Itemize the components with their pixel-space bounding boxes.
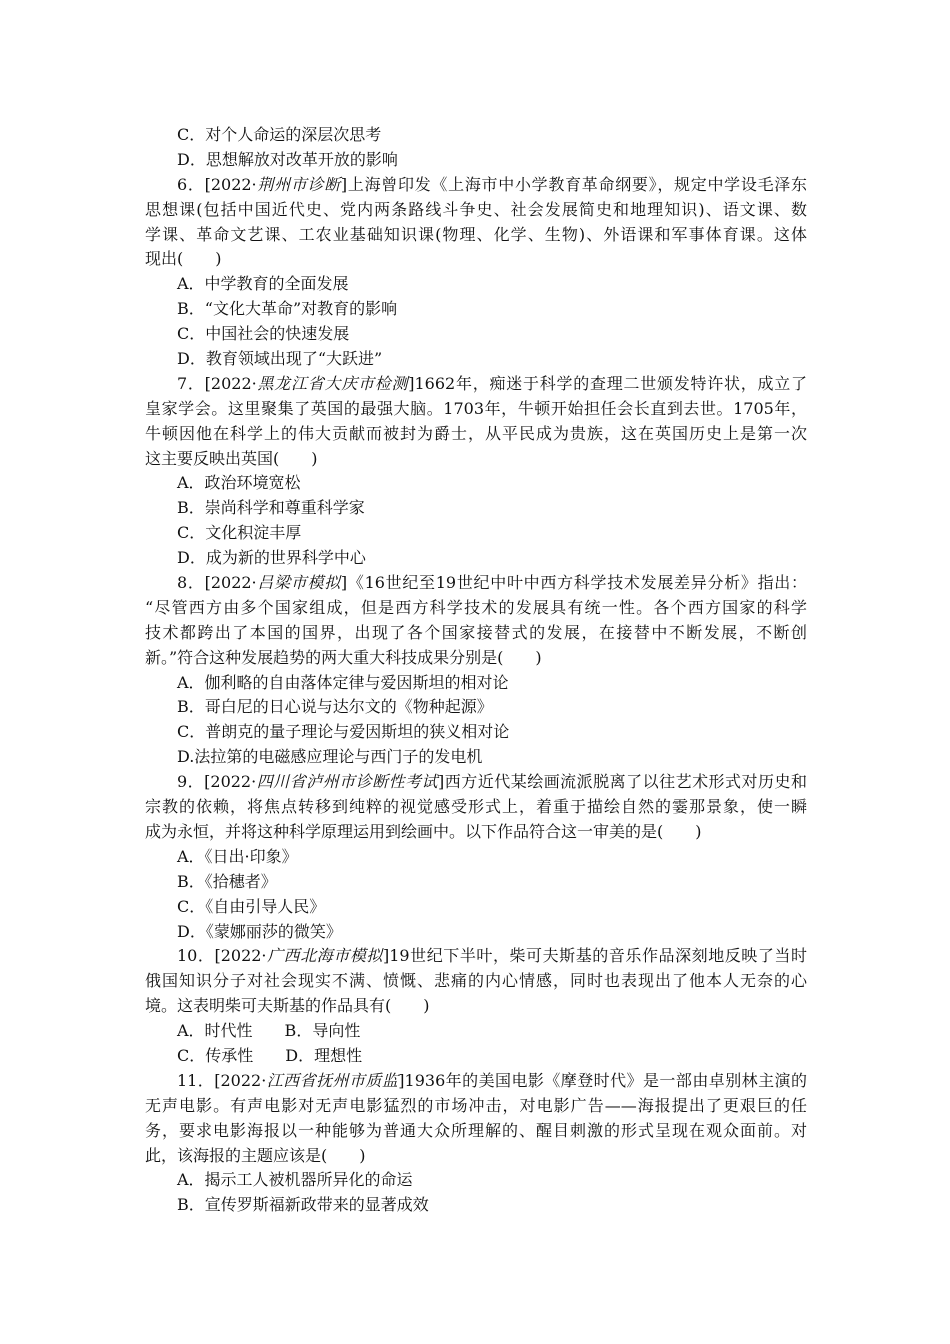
q9-number: 9．[2022· xyxy=(177,772,257,792)
q11-stem-text: ]1936年的美国电影《摩登时代》是一部由卓别林主演的 xyxy=(398,1070,807,1090)
q7-stem-line-3: 牛顿因他在科学上的伟大贡献而被封为爵士，从平民成为贵族，这在英国历史上是第一次 xyxy=(145,423,807,443)
q7-option-c: C．文化积淀丰厚 xyxy=(177,523,302,543)
q7-stem-text: ]1662年，痴迷于科学的查理二世颁发特许状，成立了 xyxy=(408,373,807,393)
q6-stem-line-4: 现出( ) xyxy=(145,249,222,269)
q7-option-b: B．崇尚科学和尊重科学家 xyxy=(177,498,365,518)
q10-stem-line-3: 境。这表明柴可夫斯基的作品具有( ) xyxy=(145,996,430,1016)
q8-stem-line-3: 技术都跨出了本国的国界，出现了各个国家接替式的发展，在接替中不断发展，不断创 xyxy=(145,622,807,642)
q10-number: 10．[2022· xyxy=(177,946,267,966)
q7-stem-line-4: 这主要反映出英国( ) xyxy=(145,448,318,468)
q6-option-c: C．中国社会的快速发展 xyxy=(177,324,350,344)
q8-stem-line-4: 新。”符合这种发展趋势的两大重大科技成果分别是( ) xyxy=(145,647,542,667)
q11-option-a: A．揭示工人被机器所异化的命运 xyxy=(177,1170,413,1190)
q5-option-d: D．思想解放对改革开放的影响 xyxy=(177,149,398,169)
q8-source: 吕梁市模拟 xyxy=(256,573,341,593)
q9-stem-line-3: 成为永恒，并将这种科学原理运用到绘画中。以下作品符合这一审美的是( ) xyxy=(145,821,702,841)
q7-option-d: D．成为新的世界科学中心 xyxy=(177,548,366,568)
q8-stem-line-1 xyxy=(145,571,807,596)
q9-stem-text: ]西方近代某绘画流派脱离了以往艺术形式对历史和 xyxy=(438,772,807,792)
q6-stem-line-2: 思想课(包括中国近代史、党内两条路线斗争史、社会发展简史和地理知识)、语文课、数 xyxy=(145,199,807,219)
q10-stem-line-2: 俄国知识分子对社会现实不满、愤慨、悲痛的内心情感，同时也表现出了他本人无奈的心 xyxy=(145,971,807,991)
q5-option-c: C．对个人命运的深层次思考 xyxy=(177,125,382,144)
q6-number: 6．[2022· xyxy=(177,174,257,194)
q9-source: 四川省泸州市诊断性考试 xyxy=(256,772,439,792)
q11-number: 11．[2022· xyxy=(177,1070,267,1090)
q8-stem-line-2: “尽管西方由多个国家组成，但是西方科学技术的发展具有统一性。各个西方国家的科学 xyxy=(145,597,807,617)
q6-option-d: D．教育领域出现了“大跃进” xyxy=(177,349,383,369)
q11-source: 江西省抚州市质监 xyxy=(266,1070,399,1090)
q6-option-b: B．“文化大革命”对教育的影响 xyxy=(177,299,398,319)
q11-stem-line-2: 无声电影。有声电影对无声电影猛烈的市场冲击，对电影广告——海报提出了更艰巨的任 xyxy=(145,1095,807,1115)
q11-stem-line-4: 此，该海报的主题应该是( ) xyxy=(145,1145,366,1165)
q11-option-b: B．宣传罗斯福新政带来的显著成效 xyxy=(177,1195,429,1215)
q6-stem-text: ]上海曾印发《上海市中小学教育革命纲要》，规定中学设毛泽东 xyxy=(340,174,807,194)
q7-stem-line-2: 皇家学会。这里聚集了英国的最强大脑。1703年，牛顿开始担任会长直到去世。1705年， xyxy=(145,398,807,418)
q8-option-d: D.法拉第的电磁感应理论与西门子的发电机 xyxy=(177,747,483,767)
q7-source: 黑龙江省大庆市检测 xyxy=(256,373,409,393)
q6-option-a: A．中学教育的全面发展 xyxy=(177,274,349,294)
q9-stem-line-2: 宗教的依赖，将焦点转移到纯粹的视觉感受形式上，着重于描绘自然的霎那景象，使一瞬 xyxy=(145,797,807,817)
q10-options-cd: C．传承性 D．理想性 xyxy=(177,1045,363,1065)
q8-option-a: A．伽利略的自由落体定律与爱因斯坦的相对论 xyxy=(177,672,509,692)
q6-source: 荆州市诊断 xyxy=(256,174,341,194)
q8-number: 8．[2022· xyxy=(177,573,257,593)
q10-stem-line-1 xyxy=(145,944,807,969)
q8-option-c: C．普朗克的量子理论与爱因斯坦的狭义相对论 xyxy=(177,722,510,742)
q10-stem-text: ]19世纪下半叶，柴可夫斯基的音乐作品深刻地反映了当时 xyxy=(383,946,807,966)
q9-option-b: B．《拾穗者》 xyxy=(177,871,277,891)
q9-stem-line-1 xyxy=(145,770,807,795)
q9-option-c: C．《自由引导人民》 xyxy=(177,896,326,916)
q11-stem-line-3: 务，要求电影海报以一种能够为普通大众所理解的、醒目刺激的形式呈现在观众面前。对 xyxy=(145,1120,807,1140)
q10-options-ab: A．时代性 B．导向性 xyxy=(177,1021,361,1041)
q9-option-d: D．《蒙娜丽莎的微笑》 xyxy=(177,921,342,941)
q10-source: 广西北海市模拟 xyxy=(266,946,383,966)
q8-stem-text: ]《16世纪至19世纪中叶中西方科学技术发展差异分析》指出： xyxy=(340,573,807,593)
q11-stem-line-1 xyxy=(145,1069,807,1094)
q6-stem-line-3: 学课、革命文艺课、工农业基础知识课(物理、化学、生物)、外语课和军事体育课。这体 xyxy=(145,224,807,244)
q8-option-b: B．哥白尼的日心说与达尔文的《物种起源》 xyxy=(177,697,493,717)
q7-option-a: A．政治环境宽松 xyxy=(177,473,301,493)
q9-option-a: A．《日出·印象》 xyxy=(177,846,298,866)
q7-stem-line-1 xyxy=(145,372,807,397)
q7-number: 7．[2022· xyxy=(177,373,257,393)
q6-stem-line-1 xyxy=(145,173,807,198)
exam-page xyxy=(145,123,807,1218)
